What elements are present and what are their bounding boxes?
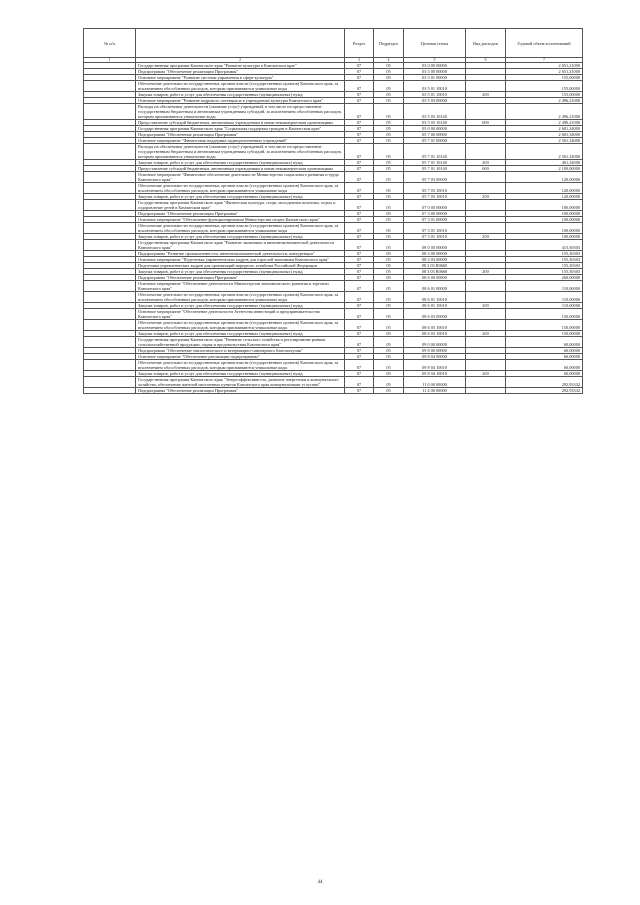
- cell-target-article: 07 3 00 00000: [404, 211, 466, 217]
- cell-podrazdel: 05: [374, 160, 404, 166]
- cell-podrazdel: 05: [374, 388, 404, 394]
- cell-name: Подпрограмма "Обеспечение реализации Программы": [136, 275, 345, 281]
- cell-num: [84, 309, 136, 320]
- cell-amount: 150,00000: [506, 331, 583, 337]
- table-row: [84, 183, 583, 194]
- cell-amount: 100,00000: [506, 223, 583, 234]
- cell-target-article: 03 5 03 10140: [404, 104, 466, 120]
- cell-amount: 60,00000: [506, 360, 583, 371]
- cell-name: Подпрограмма "Развитие промышленности, внешнеэкономической деятельности, конкуренции": [136, 251, 345, 257]
- cell-expense-type: 200: [466, 303, 506, 309]
- table-row: [84, 281, 583, 292]
- cell-expense-type: [466, 104, 506, 120]
- cell-podrazdel: 05: [374, 348, 404, 354]
- cell-name: Основное мероприятие "Подготовка управленческих кадров для отраслей экономики Камчатского края": [136, 257, 345, 263]
- cell-expense-type: [466, 292, 506, 303]
- cell-name: Закупка товаров, работ и услуг для обеспечения государственных (муниципальных) нужд: [136, 331, 345, 337]
- cell-name: Обеспечение деятельности государственных органов власти (государственных органов) Камчатского края, за исключением обособленных расходов, которым присваиваются уникальные коды: [136, 183, 345, 194]
- cell-amount: 120,00000: [506, 172, 583, 183]
- cell-name: Основное мероприятие "Развитие кадрового потенциала в учреждениях культуры Камчатского края": [136, 98, 345, 104]
- cell-target-article: 11 4 00 00000: [404, 388, 466, 394]
- cell-expense-type: [466, 320, 506, 331]
- cell-target-article: 05 7 01 10140: [404, 144, 466, 160]
- cell-num: [84, 360, 136, 371]
- table-body: [84, 63, 583, 394]
- cell-expense-type: [466, 81, 506, 92]
- cell-podrazdel: 05: [374, 331, 404, 337]
- cell-podrazdel: 05: [374, 200, 404, 211]
- cell-podrazdel: 05: [374, 234, 404, 240]
- cell-name: Подпрограмма "Обеспечение реализации Программы": [136, 211, 345, 217]
- table-row: [84, 81, 583, 92]
- cell-name: Обеспечение деятельности государственных органов власти (государственных органов) Камчатского края, за исключением обособленных расходов, которым присваиваются уникальные коды: [136, 81, 345, 92]
- cell-name: Государственная программа Камчатского края "Развитие сельского хозяйства и регулирование рынков сельскохозяйственной продукции, сырья и продовольствия Камчатского края": [136, 337, 345, 348]
- cell-amount: 155,30303: [506, 257, 583, 263]
- cell-amount: 2 561,34000: [506, 138, 583, 144]
- column-number: 2: [136, 58, 345, 63]
- cell-target-article: 07 3 01 00000: [404, 217, 466, 223]
- cell-target-article: 09 8 00 00000: [404, 348, 466, 354]
- cell-num: [84, 223, 136, 234]
- cell-podrazdel: 05: [374, 292, 404, 303]
- cell-podrazdel: 05: [374, 217, 404, 223]
- cell-target-article: 03 5 01 10010: [404, 81, 466, 92]
- cell-razdel: 07: [345, 234, 374, 240]
- cell-name: Закупка товаров, работ и услуг для обеспечения государственных (муниципальных) нужд: [136, 194, 345, 200]
- cell-target-article: 08 6 01 00000: [404, 281, 466, 292]
- cell-expense-type: [466, 240, 506, 251]
- cell-target-article: 08 6 03 10010: [404, 320, 466, 331]
- cell-amount: 155,30303: [506, 263, 583, 269]
- cell-podrazdel: 05: [374, 144, 404, 160]
- cell-num: [84, 281, 136, 292]
- cell-podrazdel: 05: [374, 337, 404, 348]
- cell-podrazdel: 05: [374, 309, 404, 320]
- cell-razdel: 07: [345, 309, 374, 320]
- cell-expense-type: 600: [466, 120, 506, 126]
- cell-amount: 2 681,34000: [506, 126, 583, 132]
- cell-name: Обеспечение деятельности государственных органов власти (государственных органов) Камчатского края, за исключением обособленных расходов, которым присваиваются уникальные коды: [136, 292, 345, 303]
- cell-name: Расходы на обеспечение деятельности (оказание услуг) учреждений, в том числе на предоставление государственным бюджетным и автономным учреждениям субсидий, за исключением обособленных расходов, которым присваиваются уникальные коды: [136, 144, 345, 160]
- cell-podrazdel: 05: [374, 120, 404, 126]
- cell-name: Предоставление субсидий бюджетным, автономным учреждениям и иным некоммерческим организациям: [136, 166, 345, 172]
- cell-podrazdel: 05: [374, 275, 404, 281]
- cell-podrazdel: 05: [374, 98, 404, 104]
- cell-target-article: 08 3 03 00000: [404, 257, 466, 263]
- cell-name: Расходы на обеспечение деятельности (оказание услуг) учреждений, в том числе на предоставление государственным бюджетным и автономным учреждениям субсидий, за исключением обособленных расходов, которым присваиваются уникальные коды: [136, 104, 345, 120]
- cell-amount: 2 681,34000: [506, 132, 583, 138]
- header-num: № п/п: [84, 29, 136, 58]
- cell-amount: 100,00000: [506, 211, 583, 217]
- cell-expense-type: [466, 388, 506, 394]
- table-row: [84, 240, 583, 251]
- cell-target-article: 08 0 00 00000: [404, 240, 466, 251]
- cell-podrazdel: 05: [374, 183, 404, 194]
- cell-amount: 292,93332: [506, 377, 583, 388]
- cell-num: [84, 292, 136, 303]
- table-row: [84, 337, 583, 348]
- cell-razdel: 07: [345, 63, 374, 69]
- cell-name: Основное мероприятие "Финансовое обеспечение деятельности Министерства социального развития и труда Камчатского края": [136, 172, 345, 183]
- cell-target-article: 03 5 00 00000: [404, 69, 466, 75]
- cell-razdel: 07: [345, 257, 374, 263]
- cell-razdel: 07: [345, 132, 374, 138]
- cell-target-article: 08 6 03 00000: [404, 309, 466, 320]
- column-number: 7: [506, 58, 583, 63]
- cell-razdel: 07: [345, 75, 374, 81]
- cell-target-article: 09 8 04 10010: [404, 371, 466, 377]
- cell-num: [84, 144, 136, 160]
- cell-razdel: 07: [345, 275, 374, 281]
- cell-razdel: 07: [345, 240, 374, 251]
- cell-amount: 150,00000: [506, 320, 583, 331]
- cell-num: [84, 104, 136, 120]
- budget-table: [83, 28, 583, 394]
- cell-name: Закупка товаров, работ и услуг для обеспечения государственных (муниципальных) нужд: [136, 371, 345, 377]
- column-number: 1: [84, 58, 136, 63]
- cell-amount: 150,00000: [506, 309, 583, 320]
- header-podrazdel: Подраздел: [374, 29, 404, 58]
- cell-podrazdel: 05: [374, 269, 404, 275]
- cell-name: Обеспечение деятельности государственных органов власти (государственных органов) Камчатского края, за исключением обособленных расходов, которым присваиваются уникальные коды: [136, 360, 345, 371]
- cell-target-article: 09 8 04 10010: [404, 360, 466, 371]
- cell-razdel: 07: [345, 217, 374, 223]
- cell-razdel: 07: [345, 360, 374, 371]
- cell-target-article: 08 3 00 00000: [404, 251, 466, 257]
- cell-name: Подготовка управленческих кадров для организаций народного хозяйства Российской Федерации: [136, 263, 345, 269]
- cell-target-article: 05 7 00 00000: [404, 132, 466, 138]
- cell-podrazdel: 05: [374, 211, 404, 217]
- cell-name: Закупка товаров, работ и услуг для обеспечения государственных (муниципальных) нужд: [136, 303, 345, 309]
- cell-razdel: 07: [345, 320, 374, 331]
- cell-name: Основное мероприятие "Обеспечение деятельности Министерства экономического развития и торговли Камчатского края": [136, 281, 345, 292]
- cell-razdel: 07: [345, 292, 374, 303]
- cell-name: Обеспечение деятельности государственных органов власти (государственных органов) Камчатского края, за исключением обособленных расходов, которым присваиваются уникальные коды: [136, 320, 345, 331]
- cell-name: Обеспечение деятельности государственных органов власти (государственных органов) Камчатского края, за исключением обособленных расходов, которым присваиваются уникальные коды: [136, 223, 345, 234]
- cell-target-article: 08 6 00 00000: [404, 275, 466, 281]
- cell-razdel: 07: [345, 166, 374, 172]
- header-row: [84, 29, 583, 58]
- cell-target-article: 08 3 03 R0660: [404, 263, 466, 269]
- table-row: [84, 104, 583, 120]
- header-expense-type: Вид расходов: [466, 29, 506, 58]
- cell-podrazdel: 05: [374, 138, 404, 144]
- cell-name: Подпрограмма "Обеспечение реализации Программы": [136, 388, 345, 394]
- column-number: 4: [374, 58, 404, 63]
- cell-target-article: 03 5 01 10010: [404, 92, 466, 98]
- cell-amount: 60,00000: [506, 337, 583, 348]
- cell-podrazdel: 05: [374, 377, 404, 388]
- cell-podrazdel: 05: [374, 320, 404, 331]
- cell-num: [84, 337, 136, 348]
- cell-target-article: 11 0 00 00000: [404, 377, 466, 388]
- cell-amount: 2 496,21000: [506, 98, 583, 104]
- cell-name: Государственная программа Камчатского края "Развитие культуры в Камчатском крае": [136, 63, 345, 69]
- cell-razdel: 07: [345, 377, 374, 388]
- cell-amount: 415,30303: [506, 240, 583, 251]
- cell-razdel: 07: [345, 263, 374, 269]
- cell-podrazdel: 05: [374, 257, 404, 263]
- cell-expense-type: [466, 183, 506, 194]
- cell-target-article: 05 7 03 10010: [404, 183, 466, 194]
- cell-num: [84, 172, 136, 183]
- cell-expense-type: [466, 309, 506, 320]
- cell-target-article: 03 0 00 00000: [404, 63, 466, 69]
- cell-razdel: 07: [345, 388, 374, 394]
- column-number: 3: [345, 58, 374, 63]
- table-row: [84, 223, 583, 234]
- cell-num: [84, 240, 136, 251]
- cell-name: Предоставление субсидий бюджетным, автономным учреждениям и иным некоммерческим организациям: [136, 120, 345, 126]
- cell-target-article: 07 3 01 10010: [404, 223, 466, 234]
- cell-razdel: 07: [345, 211, 374, 217]
- table-row: [84, 388, 583, 394]
- cell-num: [84, 388, 136, 394]
- cell-name: Основное мероприятие "Финансовая поддержка подведомственных учреждений": [136, 138, 345, 144]
- cell-name: Закупка товаров, работ и услуг для обеспечения государственных (муниципальных) нужд: [136, 160, 345, 166]
- header-annual-amount: Годовой объем ассигнований: [506, 29, 583, 58]
- table-row: [84, 309, 583, 320]
- cell-amount: 155,30303: [506, 269, 583, 275]
- cell-razdel: 07: [345, 371, 374, 377]
- cell-razdel: 07: [345, 348, 374, 354]
- cell-name: Государственная программа Камчатского края "Физическая культура, спорт, молодежная политика, отдых и оздоровление детей в Камчатском крае": [136, 200, 345, 211]
- cell-amount: 60,00000: [506, 371, 583, 377]
- cell-target-article: 05 7 01 00000: [404, 138, 466, 144]
- table-row: [84, 200, 583, 211]
- cell-amount: 100,00000: [506, 217, 583, 223]
- cell-podrazdel: 05: [374, 75, 404, 81]
- cell-razdel: 07: [345, 337, 374, 348]
- cell-expense-type: [466, 360, 506, 371]
- cell-target-article: 09 8 04 00000: [404, 354, 466, 360]
- cell-name: Государственная программа Камчатского края "Энергоэффективность, развитие энергетики и коммунального хозяйства, обеспечение жителей населенных пунктов Камчатского края коммунальными услугами": [136, 377, 345, 388]
- cell-target-article: 07 0 00 00000: [404, 200, 466, 211]
- cell-amount: 110,00000: [506, 292, 583, 303]
- table-row: [84, 320, 583, 331]
- cell-num: [84, 377, 136, 388]
- cell-expense-type: 200: [466, 269, 506, 275]
- cell-amount: 2 496,21000: [506, 120, 583, 126]
- cell-expense-type: 600: [466, 166, 506, 172]
- table-row: [84, 292, 583, 303]
- cell-target-article: 05 7 03 00000: [404, 172, 466, 183]
- cell-name: Государственная программа Камчатского края "Социальная поддержка граждан в Камчатском крае": [136, 126, 345, 132]
- cell-num: [84, 183, 136, 194]
- cell-amount: 155,30303: [506, 251, 583, 257]
- cell-expense-type: 200: [466, 371, 506, 377]
- cell-target-article: 07 3 01 10010: [404, 234, 466, 240]
- cell-expense-type: [466, 337, 506, 348]
- cell-name: Основное мероприятие "Обеспечение реализации подпрограммы": [136, 354, 345, 360]
- cell-podrazdel: 05: [374, 126, 404, 132]
- cell-expense-type: [466, 281, 506, 292]
- cell-amount: 2 651,21000: [506, 69, 583, 75]
- cell-expense-type: [466, 223, 506, 234]
- cell-name: Основное мероприятие "Обеспечение функционирования Министерства спорта Камчатского края": [136, 217, 345, 223]
- cell-num: [84, 320, 136, 331]
- cell-target-article: 05 7 03 10010: [404, 194, 466, 200]
- page-number: 44: [317, 880, 323, 885]
- cell-razdel: 07: [345, 144, 374, 160]
- cell-name: Государственная программа Камчатского края "Развитие экономики и внешнеэкономической деятельности Камчатского края": [136, 240, 345, 251]
- cell-podrazdel: 05: [374, 281, 404, 292]
- cell-amount: 260,00000: [506, 275, 583, 281]
- cell-expense-type: 200: [466, 331, 506, 337]
- cell-razdel: 07: [345, 251, 374, 257]
- cell-expense-type: 200: [466, 234, 506, 240]
- cell-razdel: 07: [345, 138, 374, 144]
- table-row: [84, 360, 583, 371]
- cell-podrazdel: 05: [374, 251, 404, 257]
- cell-razdel: 07: [345, 183, 374, 194]
- cell-amount: 60,00000: [506, 348, 583, 354]
- cell-name: Подпрограмма "Обеспечение эпизоотического и ветеринарно-санитарного благополучия": [136, 348, 345, 354]
- cell-razdel: 07: [345, 269, 374, 275]
- cell-target-article: 03 5 01 00000: [404, 75, 466, 81]
- cell-amount: 155,00000: [506, 75, 583, 81]
- cell-razdel: 07: [345, 92, 374, 98]
- cell-podrazdel: 05: [374, 354, 404, 360]
- cell-target-article: 08 6 03 10010: [404, 331, 466, 337]
- table-row: [84, 172, 583, 183]
- cell-num: [84, 81, 136, 92]
- cell-razdel: 07: [345, 81, 374, 92]
- table-row: [84, 144, 583, 160]
- cell-expense-type: [466, 144, 506, 160]
- cell-name: Закупка товаров, работ и услуг для обеспечения государственных (муниципальных) нужд: [136, 269, 345, 275]
- cell-podrazdel: 05: [374, 303, 404, 309]
- cell-razdel: 07: [345, 98, 374, 104]
- cell-amount: 461,34000: [506, 160, 583, 166]
- cell-podrazdel: 05: [374, 81, 404, 92]
- cell-razdel: 07: [345, 200, 374, 211]
- cell-amount: 155,00000: [506, 81, 583, 92]
- cell-target-article: 08 3 03 R0660: [404, 269, 466, 275]
- cell-podrazdel: 05: [374, 166, 404, 172]
- cell-target-article: 03 5 03 00000: [404, 98, 466, 104]
- header-target-article: Целевая статья: [404, 29, 466, 58]
- cell-amount: 120,00000: [506, 183, 583, 194]
- cell-podrazdel: 05: [374, 92, 404, 98]
- cell-amount: 120,00000: [506, 194, 583, 200]
- cell-name: Закупка товаров, работ и услуг для обеспечения государственных (муниципальных) нужд: [136, 92, 345, 98]
- cell-razdel: 07: [345, 281, 374, 292]
- cell-razdel: 07: [345, 69, 374, 75]
- cell-amount: 110,00000: [506, 303, 583, 309]
- cell-podrazdel: 05: [374, 263, 404, 269]
- cell-target-article: 09 0 00 00000: [404, 337, 466, 348]
- header-razdel: Раздел: [345, 29, 374, 58]
- cell-amount: 60,00000: [506, 354, 583, 360]
- table-row: [84, 377, 583, 388]
- cell-amount: 2 651,21000: [506, 63, 583, 69]
- cell-razdel: 07: [345, 120, 374, 126]
- cell-razdel: 07: [345, 303, 374, 309]
- cell-podrazdel: 05: [374, 360, 404, 371]
- cell-name: Подпрограмма "Обеспечение реализации Программы": [136, 132, 345, 138]
- cell-name: Основное мероприятие "Обеспечение деятельности Агентства инвестиций и предпринимательства Камчатского края": [136, 309, 345, 320]
- cell-amount: 292,93332: [506, 388, 583, 394]
- cell-target-article: 05 7 01 10140: [404, 166, 466, 172]
- cell-expense-type: 200: [466, 160, 506, 166]
- cell-target-article: 05 0 00 00000: [404, 126, 466, 132]
- cell-target-article: 05 7 01 10140: [404, 160, 466, 166]
- cell-target-article: 08 6 01 10010: [404, 303, 466, 309]
- cell-expense-type: [466, 377, 506, 388]
- cell-name: Основное мероприятие "Развитие системы управления в сфере культуры": [136, 75, 345, 81]
- cell-podrazdel: 05: [374, 69, 404, 75]
- cell-razdel: 07: [345, 354, 374, 360]
- cell-podrazdel: 05: [374, 63, 404, 69]
- cell-podrazdel: 05: [374, 132, 404, 138]
- cell-expense-type: [466, 200, 506, 211]
- cell-razdel: 07: [345, 160, 374, 166]
- cell-amount: 2 496,21000: [506, 104, 583, 120]
- cell-podrazdel: 05: [374, 371, 404, 377]
- cell-amount: 100,00000: [506, 234, 583, 240]
- cell-expense-type: 200: [466, 92, 506, 98]
- cell-name: Подпрограмма "Обеспечение реализации Программы": [136, 69, 345, 75]
- cell-amount: 100,00000: [506, 200, 583, 211]
- cell-target-article: 03 5 03 10140: [404, 120, 466, 126]
- cell-razdel: 07: [345, 126, 374, 132]
- cell-razdel: 07: [345, 223, 374, 234]
- cell-amount: 110,00000: [506, 281, 583, 292]
- cell-target-article: 08 6 01 10010: [404, 292, 466, 303]
- cell-podrazdel: 05: [374, 104, 404, 120]
- cell-name: Закупка товаров, работ и услуг для обеспечения государственных (муниципальных) нужд: [136, 234, 345, 240]
- cell-amount: 2 100,00000: [506, 166, 583, 172]
- cell-expense-type: 200: [466, 194, 506, 200]
- cell-amount: 155,00000: [506, 92, 583, 98]
- cell-razdel: 07: [345, 172, 374, 183]
- cell-razdel: 07: [345, 331, 374, 337]
- column-number: 5: [404, 58, 466, 63]
- cell-podrazdel: 05: [374, 223, 404, 234]
- cell-expense-type: [466, 172, 506, 183]
- cell-podrazdel: 05: [374, 194, 404, 200]
- cell-razdel: 07: [345, 194, 374, 200]
- cell-razdel: 07: [345, 104, 374, 120]
- cell-podrazdel: 05: [374, 240, 404, 251]
- cell-num: [84, 200, 136, 211]
- cell-amount: 2 561,34000: [506, 144, 583, 160]
- cell-podrazdel: 05: [374, 172, 404, 183]
- column-number: 6: [466, 58, 506, 63]
- header-name: [136, 29, 345, 58]
